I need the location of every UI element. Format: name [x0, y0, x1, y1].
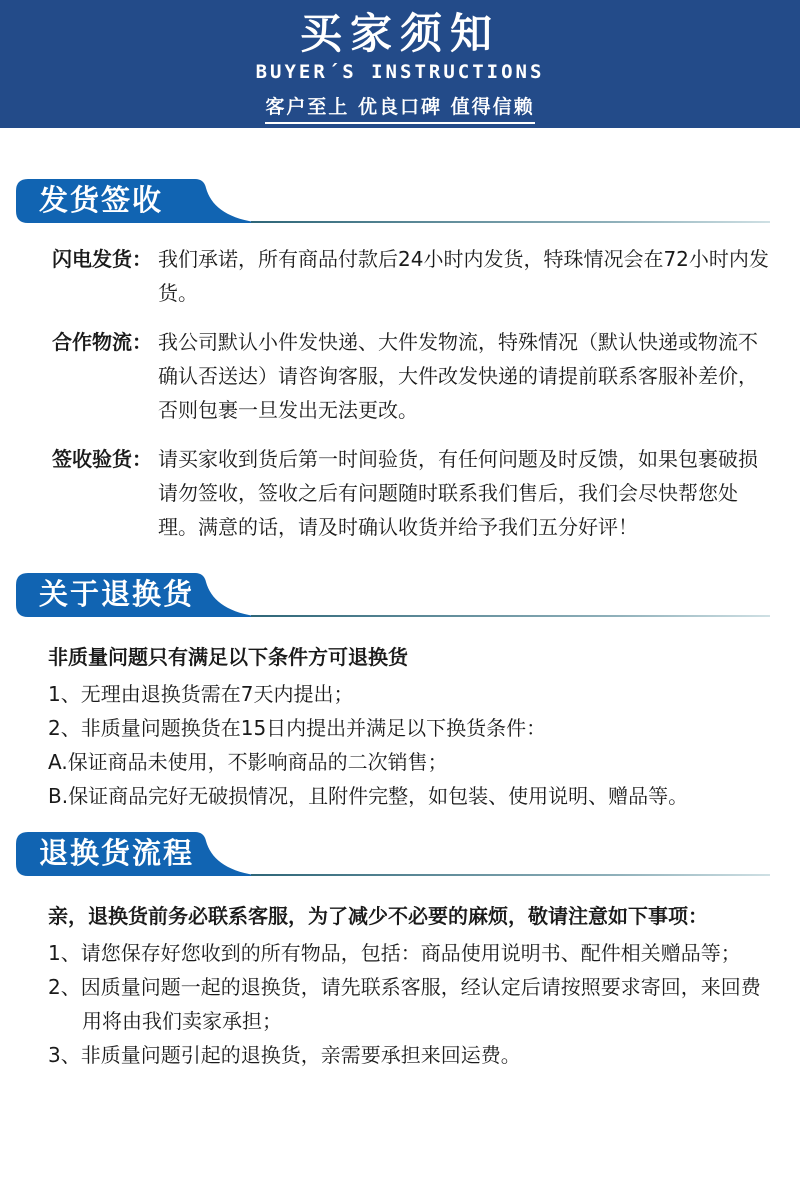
paragraph-logistics [52, 325, 770, 427]
section-header-shipping [15, 178, 770, 224]
paragraph-text: 我们承诺，所有商品付款后24小时内发货，特珠情况会在72小时内发货。 [158, 247, 769, 305]
ribbon-underline [251, 615, 770, 617]
section-header-return-process [15, 831, 770, 877]
paragraph-label: 合作物流： [52, 330, 152, 354]
ribbon-underline [251, 221, 770, 223]
policy-heading: 非质量问题只有满足以下条件方可退换货 [48, 645, 408, 669]
process-item: 3、非质量问题引起的退换货，亲需要承担来回运费。 [48, 1043, 521, 1067]
paragraph-text: 请买家收到货后第一时间验货，有任何问题及时反馈，如果包裹破损请勿签收，签收之后有问题随时联系我们售后，我们会尽快帮您处理。满意的话，请及时确认收货并给予我们五分好评！ [158, 447, 758, 539]
section-title-return-process: 退换货流程 [39, 836, 195, 870]
policy-item: 2、非质量问题换货在15日内提出并满足以下换货条件： [48, 716, 547, 740]
policy-item: 1、无理由退换货需在7天内提出； [48, 682, 354, 706]
paragraph-text: 我公司默认小件发快递、大件发物流，特殊情况（默认快递或物流不确认否送达）请咨询客服，大件改发快递的请提前联系客服补差价，否则包裹一旦发出无法更改。 [158, 330, 758, 422]
process-item: 1、请您保存好您收到的所有物品，包括：商品使用说明书、配件相关赠品等； [48, 941, 741, 965]
paragraph-label: 闪电发货： [52, 247, 152, 271]
page-subtitle: BUYER´S INSTRUCTIONS [255, 61, 545, 83]
section-header-return-policy [15, 572, 770, 618]
paragraph-label: 签收验货： [52, 447, 152, 471]
policy-item: B.保证商品完好无破损情况，且附件完整，如包装、使用说明、赠品等。 [48, 784, 689, 808]
process-item: 2、因质量问题一起的退换货，请先联系客服，经认定后请按照要求寄回，来回费用将由我们卖家承担； [48, 975, 761, 1033]
section-title-shipping: 发货签收 [39, 183, 164, 217]
page-title: 买家须知 [299, 9, 500, 58]
paragraph-inspection [52, 442, 770, 544]
section-title-return-policy: 关于退换货 [39, 577, 195, 611]
header-tagline: 客户至上 优良口碑 值得信赖 [265, 92, 534, 124]
process-heading: 亲，退换货前务必联系客服，为了减少不必要的麻烦，敬请注意如下事项： [48, 904, 708, 928]
header-banner [0, 0, 800, 128]
section-body-return-policy [0, 618, 800, 813]
section-body-return-process [0, 877, 800, 1072]
policy-item: A.保证商品未使用，不影响商品的二次销售； [48, 750, 448, 774]
section-body-shipping [0, 224, 800, 544]
paragraph-fast-shipping [52, 242, 770, 310]
ribbon-underline [251, 874, 770, 876]
